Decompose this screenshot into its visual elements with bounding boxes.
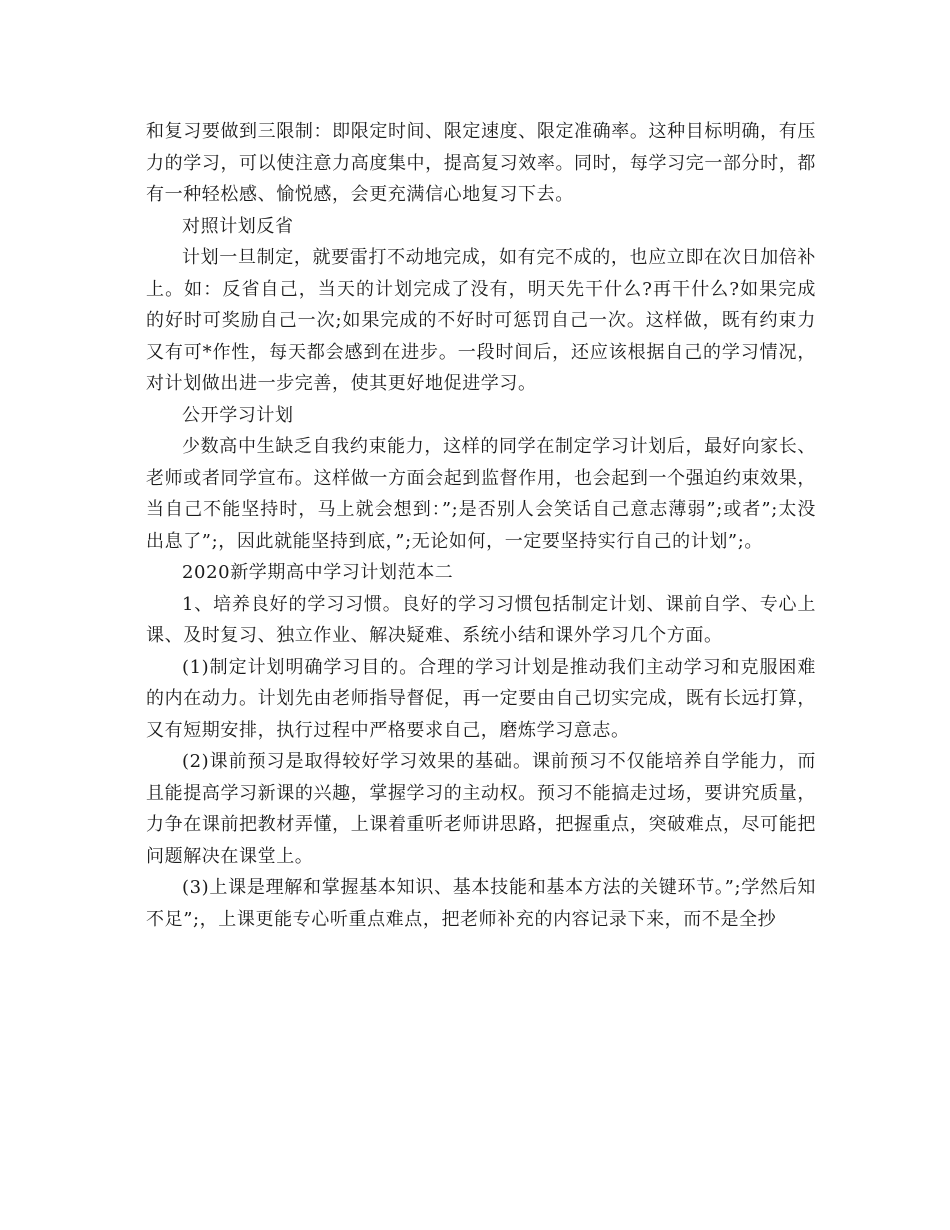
paragraph-preview: (2)课前预习是取得较好学习效果的基础。课前预习不仅能培养自学能力，而且能提高学习新课的兴趣，掌握学习的主动权。预习不能搞走过场，要讲究质量，力争在课前把教材弄懂，上课着重听老师讲思路，把握重点，突破难点，尽可能把问题解决在课堂上。	[146, 751, 816, 867]
section-heading-reflect: 对照计划反省	[182, 215, 294, 237]
paragraph-plan: (1)制定计划明确学习目的。合理的学习计划是推动我们主动学习和克服困难的内在动力。计划先由老师指导督促，再一定要由自己切实完成，既有长远打算，又有短期安排，执行过程中严格要求自己，磨炼学习意志。	[146, 656, 816, 741]
paragraph-reflect: 计划一旦制定，就要雷打不动地完成，如有完不成的，也应立即在次日加倍补上。如：反省自己，当天的计划完成了没有，明天先干什么?再干什么?如果完成的好时可奖励自己一次;如果完成的不好时可惩罚自己一次。这样做，既有约束力又有可*作性，每天都会感到在进步。一段时间后，还应该根据自己的学习情况，对计划做出进一步完善，使其更好地促进学习。	[146, 247, 816, 394]
section-heading-sample-two: 2020新学期高中学习计划范本二	[182, 562, 454, 583]
paragraph-continuation: 和复习要做到三限制：即限定时间、限定速度、限定准确率。这种目标明确，有压力的学习，可以使注意力高度集中，提高复习效率。同时，每学习完一部分时，都有一种轻松感、愉悦感，会更充满信心地复习下去。	[146, 121, 816, 205]
section-heading-public: 公开学习计划	[182, 404, 294, 426]
paragraph-class: (3)上课是理解和掌握基本知识、基本技能和基本方法的关键环节。”;学然后知不足”;，上课更能专心听重点难点，把老师补充的内容记录下来，而不是全抄	[146, 877, 816, 930]
paragraph-public: 少数高中生缺乏自我约束能力，这样的同学在制定学习计划后，最好向家长、老师或者同学宣布。这样做一方面会起到监督作用，也会起到一个强迫约束效果，当自己不能坚持时，马上就会想到：”;是否别人会笑话自己意志薄弱”;或者”;太没出息了”;，因此就能坚持到底，”;无论如何，一定要坚持实行自己的计划”;。	[146, 436, 816, 552]
document-page	[146, 116, 816, 935]
paragraph-habits: 1、培养良好的学习习惯。良好的学习习惯包括制定计划、课前自学、专心上课、及时复习、独立作业、解决疑难、系统小结和课外学习几个方面。	[146, 593, 816, 646]
